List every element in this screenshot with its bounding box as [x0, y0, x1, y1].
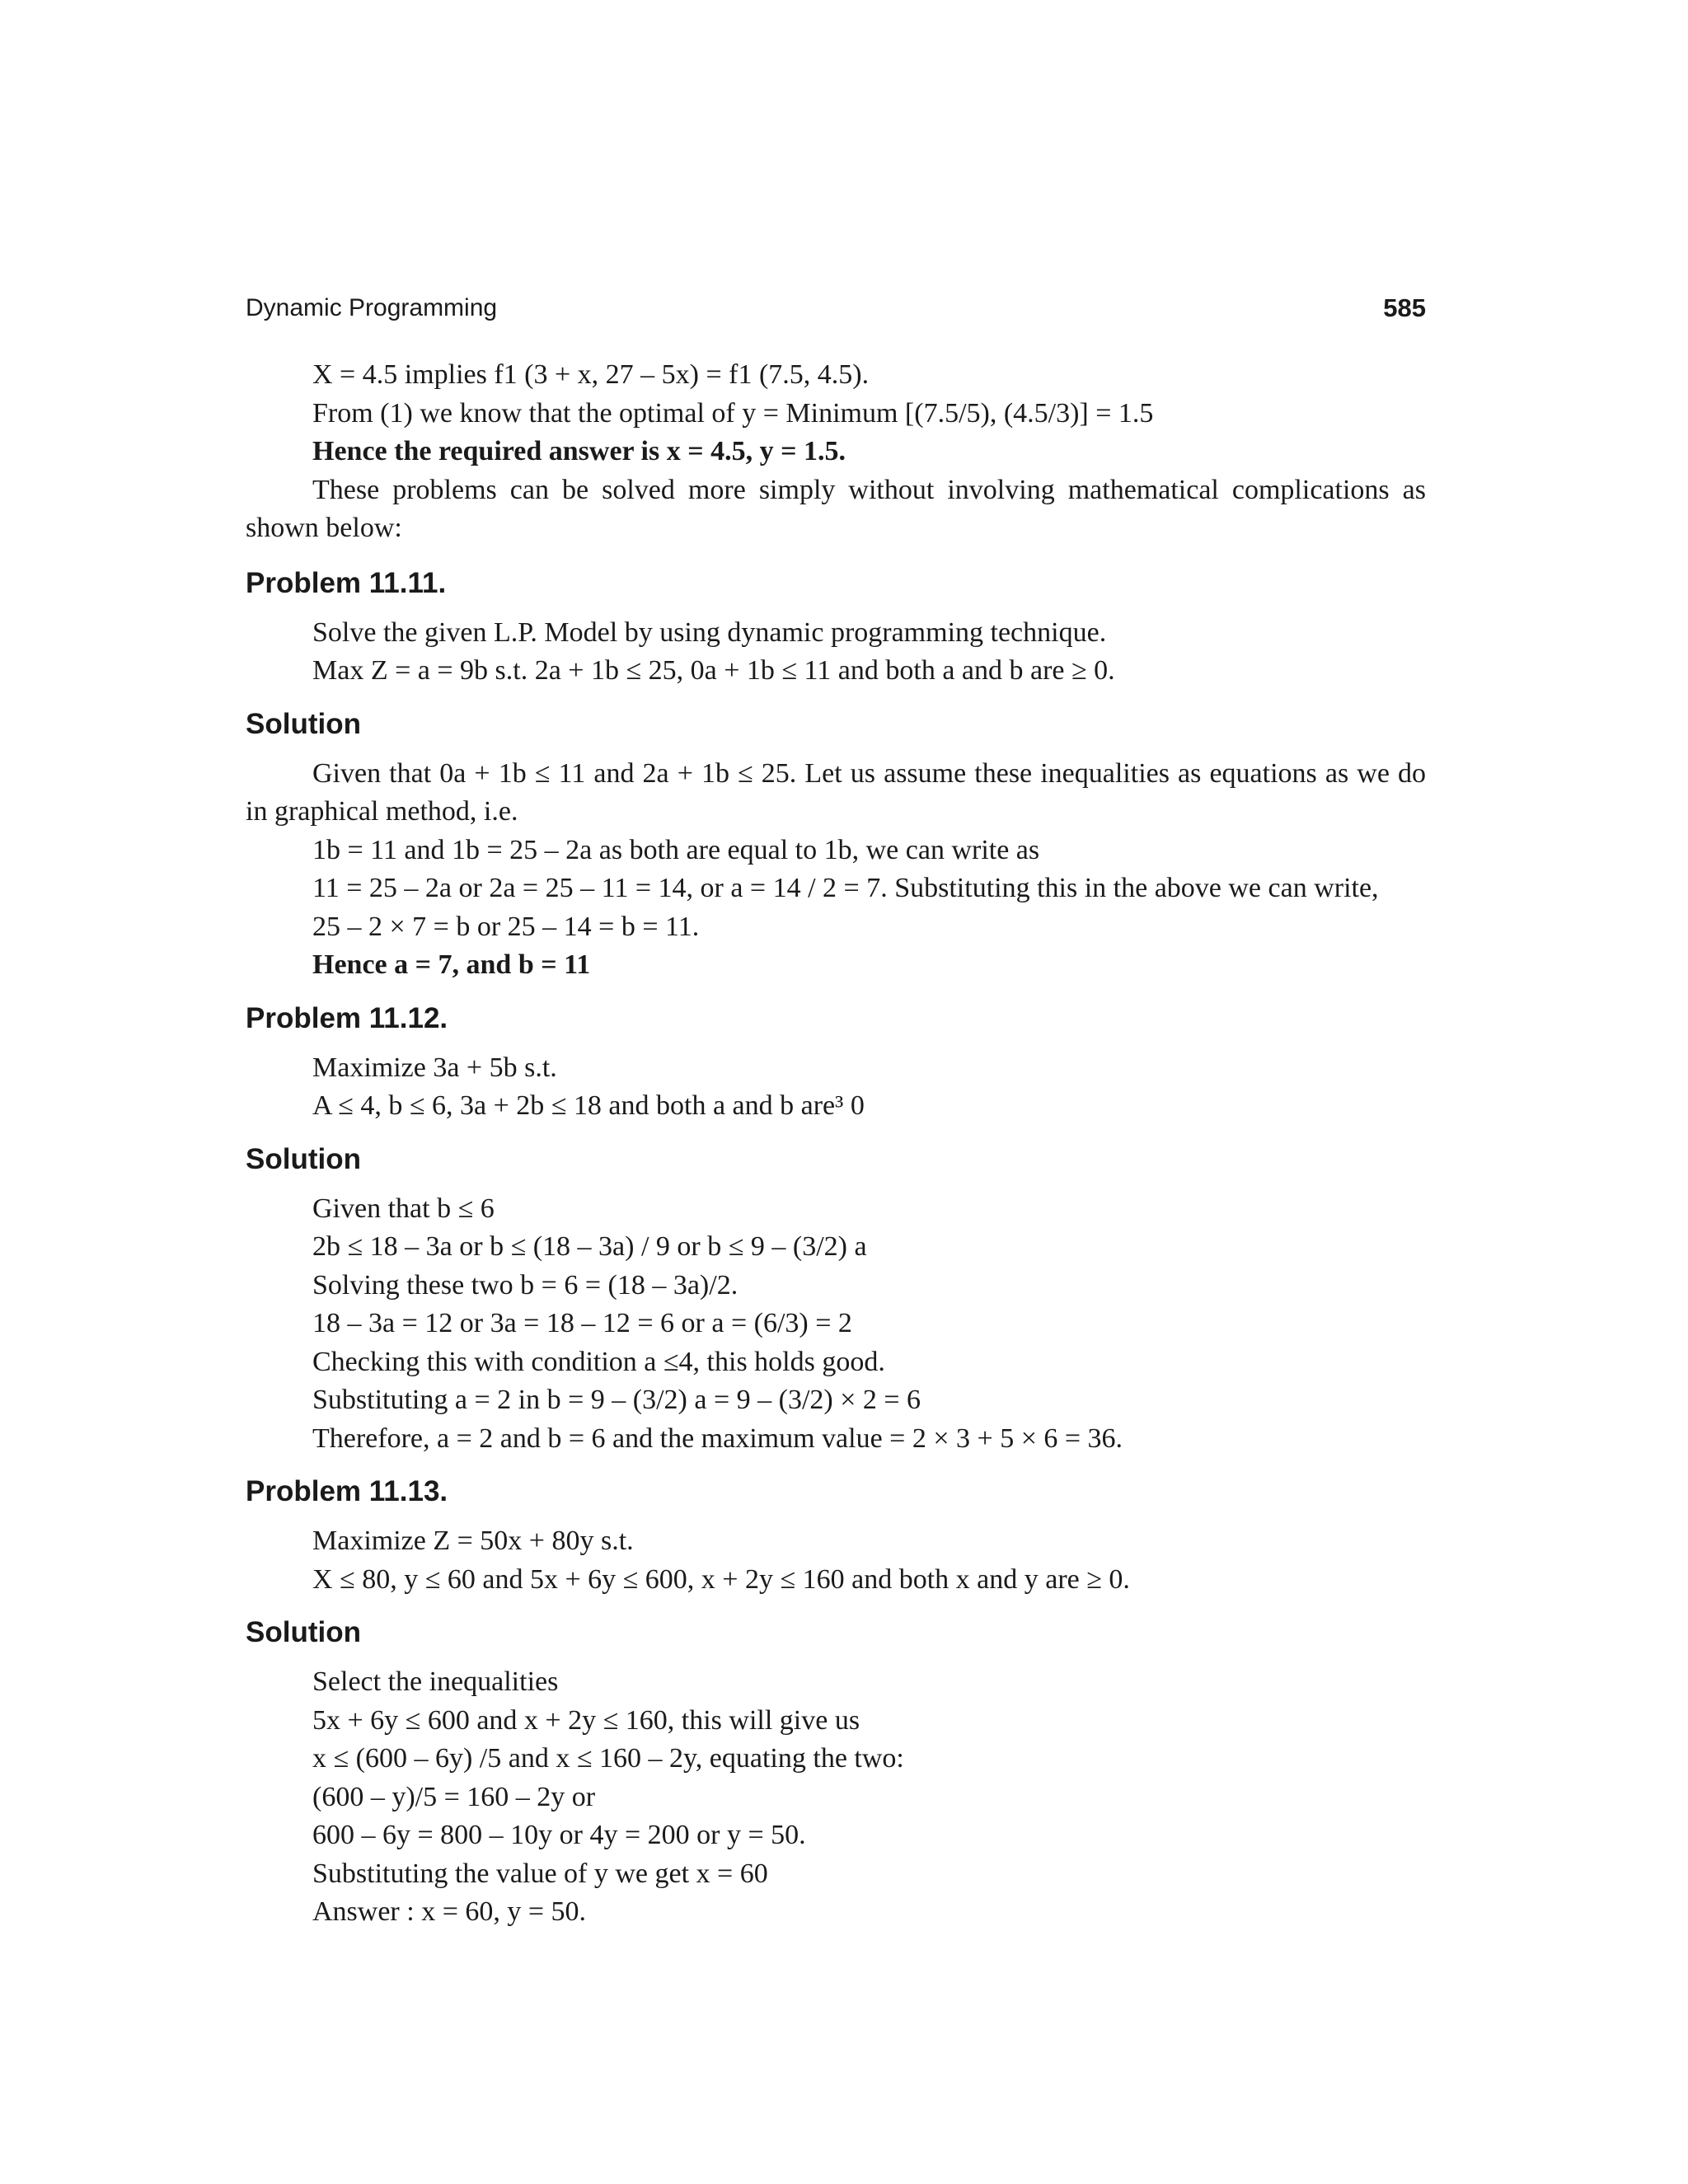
paragraph: These problems can be solved more simply without involving mathematical complications as shown below:: [246, 474, 1426, 543]
text-line: X = 4.5 implies f1 (3 + x, 27 – 5x) = f1 (7.5, 4.5).: [312, 359, 870, 390]
solution-heading: Solution: [246, 1616, 361, 1648]
answer-line: Hence a = 7, and b = 11: [312, 949, 591, 980]
page-number: 585: [1383, 293, 1426, 322]
text-line: Maximize 3a + 5b s.t.: [312, 1052, 557, 1083]
text-line: Maximize Z = 50x + 80y s.t.: [312, 1526, 634, 1556]
problem-heading: Problem 11.12.: [246, 1001, 448, 1034]
text-line: Select the inequalities: [312, 1666, 559, 1697]
text-line: Checking this with condition a ≤4, this holds good.: [312, 1346, 885, 1377]
text-line: X ≤ 80, y ≤ 60 and 5x + 6y ≤ 600, x + 2y ≤ 160 and both x and y are ≥ 0.: [312, 1563, 1130, 1595]
text-line: Substituting the value of y we get x = 60: [312, 1858, 768, 1889]
text-line: Solve the given L.P. Model by using dynamic programming technique.: [312, 616, 1107, 648]
problem-heading: Problem 11.13.: [246, 1475, 448, 1507]
text-line: (600 – y)/5 = 160 – 2y or: [312, 1781, 596, 1812]
text-line: 600 – 6y = 800 – 10y or 4y = 200 or y = 50.: [312, 1820, 806, 1850]
text-line: 11 = 25 – 2a or 2a = 25 – 11 = 14, or a = 14 / 2 = 7. Substituting this in the above we can write,: [312, 873, 1379, 903]
text-line: A ≤ 4, b ≤ 6, 3a + 2b ≤ 18 and both a and b are³ 0: [312, 1090, 865, 1121]
solution-heading: Solution: [246, 707, 361, 740]
text-line: 2b ≤ 18 – 3a or b ≤ (18 – 3a) / 9 or b ≤ 9 – (3/2) a: [312, 1231, 867, 1262]
answer-line: Hence the required answer is x = 4.5, y = 1.5.: [312, 436, 846, 466]
text-line: x ≤ (600 – 6y) /5 and x ≤ 160 – 2y, equating the two:: [312, 1743, 904, 1774]
text-line: Max Z = a = 9b s.t. 2a + 1b ≤ 25, 0a + 1b ≤ 11 and both a and b are ≥ 0.: [312, 655, 1115, 686]
running-header: [246, 290, 1426, 326]
text-line: 18 – 3a = 12 or 3a = 18 – 12 = 6 or a = (6/3) = 2: [312, 1308, 852, 1338]
text-line: 25 – 2 × 7 = b or 25 – 14 = b = 11.: [312, 911, 700, 942]
paragraph: Given that 0a + 1b ≤ 11 and 2a + 1b ≤ 25. Let us assume these inequalities as equations as we do in graphical method, i.e.: [246, 757, 1426, 827]
chapter-title: Dynamic Programming: [246, 294, 498, 321]
text-line: Substituting a = 2 in b = 9 – (3/2) a = 9 – (3/2) × 2 = 6: [312, 1385, 921, 1415]
text-line: Solving these two b = 6 = (18 – 3a)/2.: [312, 1269, 738, 1301]
text-line: From (1) we know that the optimal of y = Minimum [(7.5/5), (4.5/3)] = 1.5: [312, 397, 1154, 429]
solution-heading: Solution: [246, 1142, 361, 1175]
problem-heading: Problem 11.11.: [246, 566, 447, 599]
text-line: Given that b ≤ 6: [312, 1193, 495, 1224]
text-line: Therefore, a = 2 and b = 6 and the maximum value = 2 × 3 + 5 × 6 = 36.: [312, 1422, 1123, 1454]
text-line: 1b = 11 and 1b = 25 – 2a as both are equal to 1b, we can write as: [312, 834, 1040, 865]
text-line: 5x + 6y ≤ 600 and x + 2y ≤ 160, this will give us: [312, 1704, 860, 1736]
text-line: Answer : x = 60, y = 50.: [312, 1896, 587, 1927]
page-body: [246, 356, 1426, 1932]
